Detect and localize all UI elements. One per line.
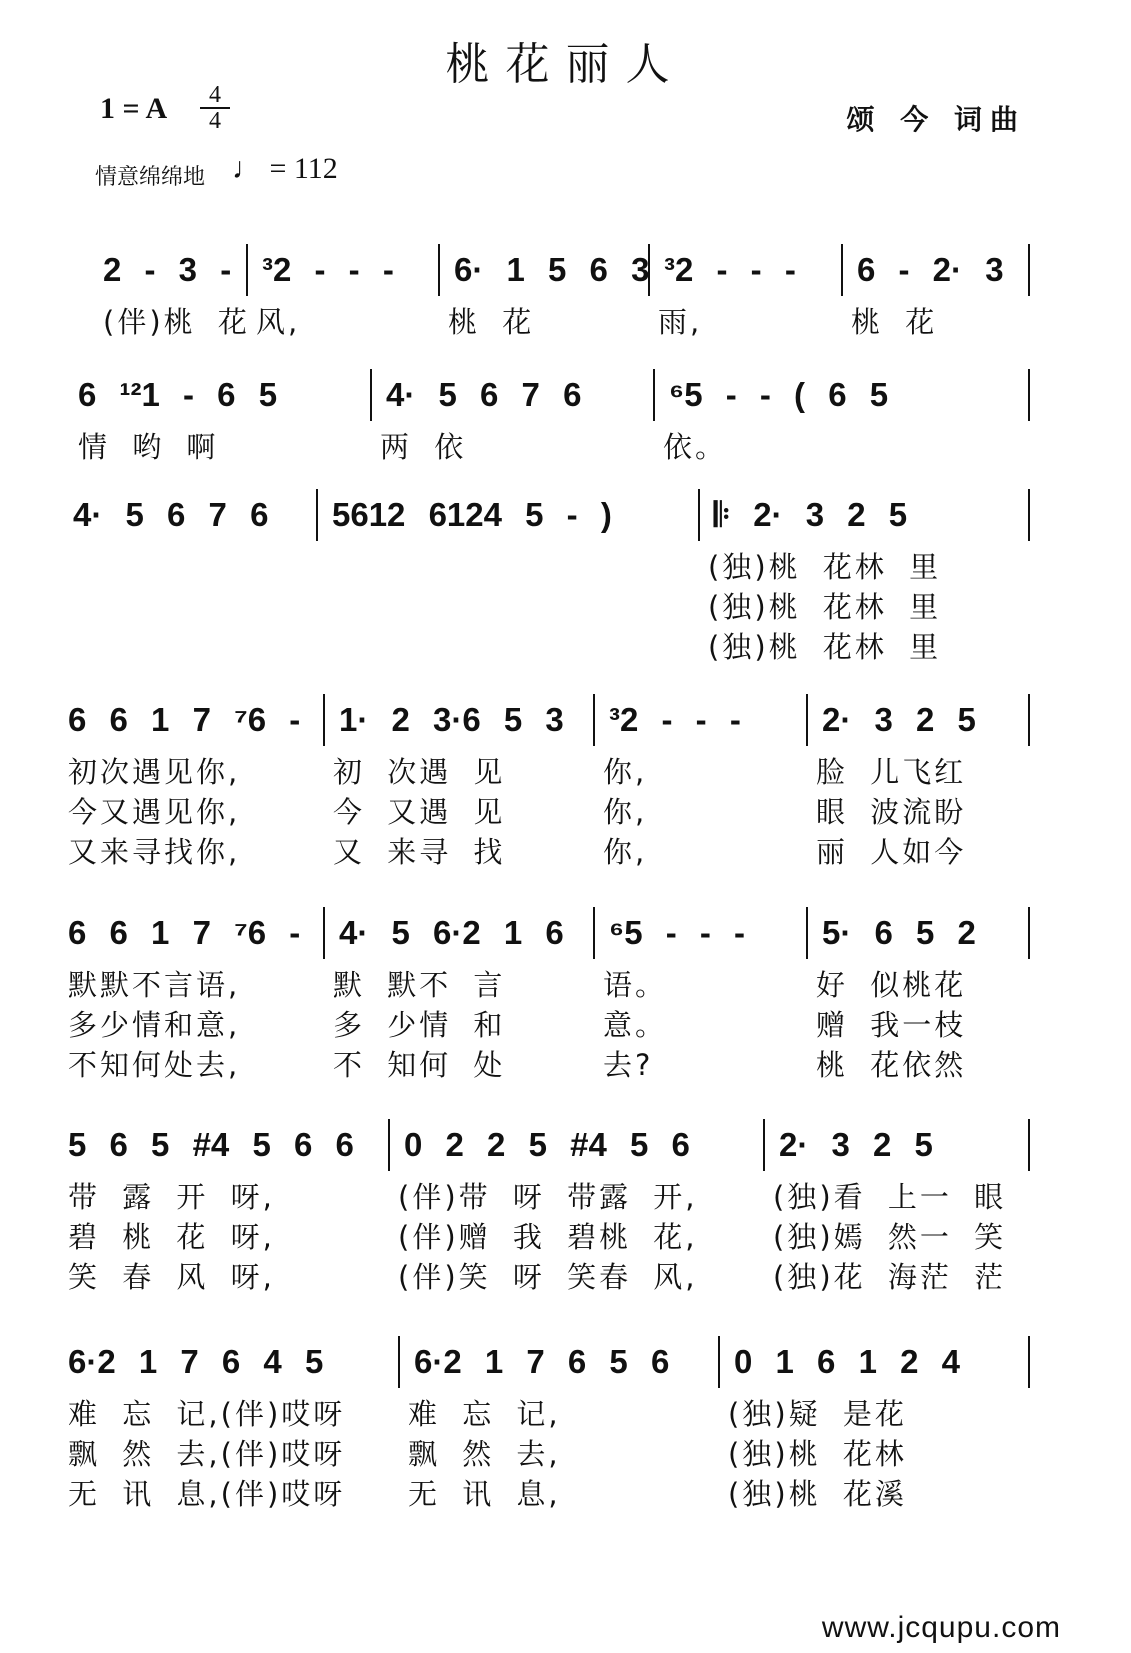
lyric-verse-3: 无 讯 息,(伴)哎呀 xyxy=(68,1477,346,1511)
measure: 6 ¹²1 - 6 5 xyxy=(70,369,372,421)
lyric-verse-3: (伴)笑 呀 笑春 风, xyxy=(398,1260,698,1294)
website-watermark: www.jcqupu.com xyxy=(821,1611,1061,1644)
staff-system-1 xyxy=(95,244,1030,342)
lyric-verse-3: 不 知何 处 xyxy=(333,1048,506,1082)
staff-system-4 xyxy=(60,694,1030,872)
lyric-verse-2: 飘 然 去,(伴)哎呀 xyxy=(68,1437,346,1471)
lyric-verse-3: 无 讯 息, xyxy=(408,1477,561,1511)
lyric-verse-3: (独)桃 花溪 xyxy=(728,1477,907,1511)
time-signature xyxy=(200,84,230,132)
lyric-verse-1: 两 依 xyxy=(380,430,467,464)
lyric-verse-3 xyxy=(318,627,700,667)
measure: 6· 1 5 6 3 xyxy=(440,244,650,296)
lyric-verse-1: 初 次遇 见 xyxy=(333,755,506,789)
lyric-verse-1: (独)桃 花林 里 xyxy=(708,550,942,584)
song-title: 桃花丽人 xyxy=(445,39,686,90)
lyric-verse-2: 多 少情 和 xyxy=(333,1008,506,1042)
lyric-verse-1: 难 忘 记, xyxy=(408,1397,561,1431)
measure: 6·2 1 7 6 5 6 xyxy=(400,1336,720,1388)
measure: 6 - 2· 3 xyxy=(843,244,1030,296)
lyric-verse-2: (独)嫣 然一 笑 xyxy=(773,1220,1007,1254)
lyric-verse-2: 你, xyxy=(603,795,648,829)
measure: ³2 - - - xyxy=(650,244,843,296)
lyric-verse-1: (独)看 上一 眼 xyxy=(773,1180,1007,1214)
lyric-verse-1: 初次遇见你, xyxy=(68,755,241,789)
measure: 5612 6124 5 - ) xyxy=(318,489,700,541)
lyric-verse-1: (独)疑 是花 xyxy=(728,1397,907,1431)
lyric-verse-1 xyxy=(65,547,318,587)
tempo-mark: ♩ = 112 xyxy=(232,152,338,185)
lyric-verse-1: 风, xyxy=(256,305,301,339)
lyric-verse-1: 带 露 开 呀, xyxy=(68,1180,275,1214)
lyric-verse-2 xyxy=(318,587,700,627)
lyric-verse-1: 桃 花 xyxy=(851,305,938,339)
lyric-verse-1: 脸 儿飞红 xyxy=(816,755,967,789)
measure: 0 1 6 1 2 4 xyxy=(720,1336,1030,1388)
measure: 1· 2 3·6 5 3 xyxy=(325,694,595,746)
lyric-verse-1: 语。 xyxy=(603,968,668,1002)
staff-system-7 xyxy=(60,1336,1030,1514)
measure: 6 6 1 7 ⁷6 - xyxy=(60,907,325,959)
lyric-verse-3: (独)桃 花林 里 xyxy=(708,630,942,664)
lyric-verse-3: 不知何处去, xyxy=(68,1048,241,1082)
lyric-verse-2: (伴)赠 我 碧桃 花, xyxy=(398,1220,698,1254)
measure: 4· 5 6 7 6 xyxy=(65,489,318,541)
lyric-verse-2: 多少情和意, xyxy=(68,1008,241,1042)
measure: 2· 3 2 5 xyxy=(808,694,1030,746)
lyric-verse-2: 意。 xyxy=(603,1008,668,1042)
lyric-verse-1: (伴)带 呀 带露 开, xyxy=(398,1180,698,1214)
measure: 5 6 5 #4 5 6 6 xyxy=(60,1119,390,1171)
lyric-verse-3: 又来寻找你, xyxy=(68,835,241,869)
lyric-verse-1: 默默不言语, xyxy=(68,968,241,1002)
staff-system-6 xyxy=(60,1119,1030,1297)
lyric-verse-2: 今又遇见你, xyxy=(68,795,241,829)
measure: ⁶5 - - ( 6 5 xyxy=(655,369,1030,421)
lyric-verse-1 xyxy=(318,547,700,587)
measure: ³2 - - - xyxy=(595,694,808,746)
measure: ³2 - - - xyxy=(248,244,440,296)
lyric-verse-1: 好 似桃花 xyxy=(816,968,967,1002)
staff-system-3 xyxy=(65,489,1030,667)
staff-system-2 xyxy=(70,369,1030,467)
composer-credit: 颂 今 词曲 xyxy=(846,103,1026,136)
lyric-verse-3 xyxy=(65,627,318,667)
measure: ⁶5 - - - xyxy=(595,907,808,959)
staff-system-5 xyxy=(60,907,1030,1085)
lyric-verse-1: 难 忘 记,(伴)哎呀 xyxy=(68,1397,346,1431)
lyric-verse-3: 去? xyxy=(603,1048,654,1082)
lyric-verse-1: 桃 花 xyxy=(448,305,535,339)
lyric-verse-1: 雨, xyxy=(658,305,703,339)
lyric-verse-2: 飘 然 去, xyxy=(408,1437,561,1471)
measure: 4· 5 6 7 6 xyxy=(372,369,655,421)
lyric-verse-1: 默 默不 言 xyxy=(333,968,506,1002)
lyric-verse-2: 眼 波流盼 xyxy=(816,795,967,829)
time-denominator: 4 xyxy=(209,108,221,134)
lyric-verse-3: 桃 花依然 xyxy=(816,1048,967,1082)
lyric-verse-2: 赠 我一枝 xyxy=(816,1008,967,1042)
lyric-verse-2: (独)桃 花林 里 xyxy=(708,590,942,624)
measure: 5· 6 5 2 xyxy=(808,907,1030,959)
measure: 2· 3 2 5 xyxy=(765,1119,1030,1171)
lyric-verse-2: 碧 桃 花 呀, xyxy=(68,1220,275,1254)
lyric-verse-1: (伴)桃 花 xyxy=(103,305,250,339)
lyric-verse-1: 情 哟 啊 xyxy=(78,430,219,464)
measure: 6 6 1 7 ⁷6 - xyxy=(60,694,325,746)
measure: 6·2 1 7 6 4 5 xyxy=(60,1336,400,1388)
lyric-verse-3: 丽 人如今 xyxy=(816,835,967,869)
lyric-verse-3: (独)花 海茫 茫 xyxy=(773,1260,1007,1294)
lyric-verse-2: (独)桃 花林 xyxy=(728,1437,907,1471)
time-numerator: 4 xyxy=(209,82,221,108)
lyric-verse-2: 今 又遇 见 xyxy=(333,795,506,829)
lyric-verse-1: 依。 xyxy=(663,430,728,464)
key-signature: 1 = A xyxy=(100,92,168,125)
lyric-verse-3: 笑 春 风 呀, xyxy=(68,1260,275,1294)
lyric-verse-2 xyxy=(65,587,318,627)
lyric-verse-1: 你, xyxy=(603,755,648,789)
measure: 𝄆 2· 3 2 5 xyxy=(700,489,1030,541)
lyric-verse-3: 又 来寻 找 xyxy=(333,835,506,869)
lyric-verse-3: 你, xyxy=(603,835,648,869)
measure: 4· 5 6·2 1 6 xyxy=(325,907,595,959)
expression-mark: 情意绵绵地 xyxy=(95,165,206,190)
measure: 2 - 3 - xyxy=(95,244,248,296)
measure: 0 2 2 5 #4 5 6 xyxy=(390,1119,765,1171)
